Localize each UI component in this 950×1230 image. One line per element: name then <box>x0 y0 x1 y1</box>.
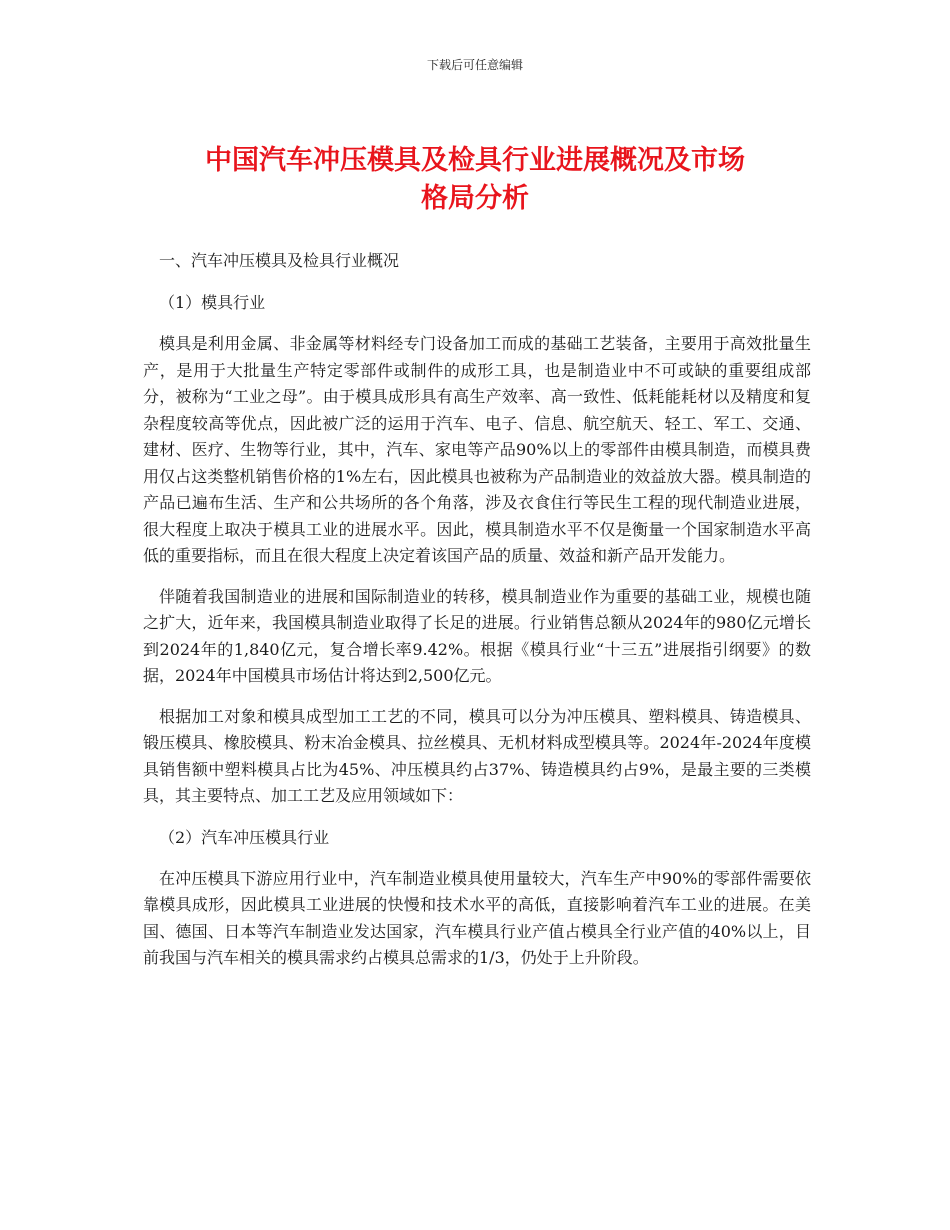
paragraph: 伴随着我国制造业的进展和国际制造业的转移，模具制造业作为重要的基础工业，规模也随之扩大，近年来，我国模具制造业取得了长足的进展。行业销售总额从2024年的980亿元增长到2024年的1,840亿元，复合增长率9.42%。根据《模具行业“十三五”进展指引纲要》的数据，2024年中国模具市场估计将达到2,500亿元。 <box>143 586 811 685</box>
paragraph: 模具是利用金属、非金属等材料经专门设备加工而成的基础工艺装备，主要用于高效批量生产，是用于大批量生产特定零部件或制件的成形工具，也是制造业中不可或缺的重要组成部分，被称为“工业之母”。由于模具成形具有高生产效率、高一致性、低耗能耗材以及精度和复杂程度较高等优点，因此被广泛的运用于汽车、电子、信息、航空航天、轻工、军工、交通、建材、医疗、生物等行业，其中，汽车、家电等产品90%以上的零部件由模具制造，而模具费用仅占这类整机销售价格的1%左右，因此模具也被称为产品制造业的效益放大器。模具制造的产品已遍布生活、生产和公共场所的各个角落，涉及衣食住行等民生工程的现代制造业进展，很大程度上取决于模具工业的进展水平。因此，模具制造水平不仅是衡量一个国家制造水平高低的重要指标，而且在很大程度上决定着该国产品的质量、效益和新产品开发能力。 <box>143 334 811 565</box>
document-title <box>130 142 820 218</box>
section-heading-overview: 一、汽车冲压模具及检具行业概况 <box>159 251 400 270</box>
title-line-2: 格局分析 <box>421 183 529 214</box>
paragraph: 在冲压模具下游应用行业中，汽车制造业模具使用量较大，汽车生产中90%的零部件需要依靠模具成形，因此模具工业进展的快慢和技术水平的高低，直接影响着汽车工业的进展。在美国、德国、日本等汽车制造业发达国家，汽车模具行业产值占模具全行业产值的40%以上，目前我国与汽车相关的模具需求约占模具总需求的1/3，仍处于上升阶段。 <box>143 868 811 967</box>
title-line-1: 中国汽车冲压模具及检具行业进展概况及市场 <box>205 145 745 176</box>
download-note: 下载后可任意编辑 <box>426 58 523 72</box>
document-body <box>143 247 811 986</box>
paragraph: 根据加工对象和模具成型加工工艺的不同，模具可以分为冲压模具、塑料模具、铸造模具、锻压模具、橡胶模具、粉末冶金模具、拉丝模具、无机材料成型模具等。2024年-2024年度模具销售额中塑料模具占比为45%、冲压模具约占37%、铸造模具约占9%，是最主要的三类模具，其主要特点、加工工艺及应用领域如下： <box>143 706 811 805</box>
subsection-heading-auto-stamping: （2）汽车冲压模具行业 <box>159 827 330 847</box>
subsection-heading-mold-industry: （1）模具行业 <box>159 293 266 312</box>
